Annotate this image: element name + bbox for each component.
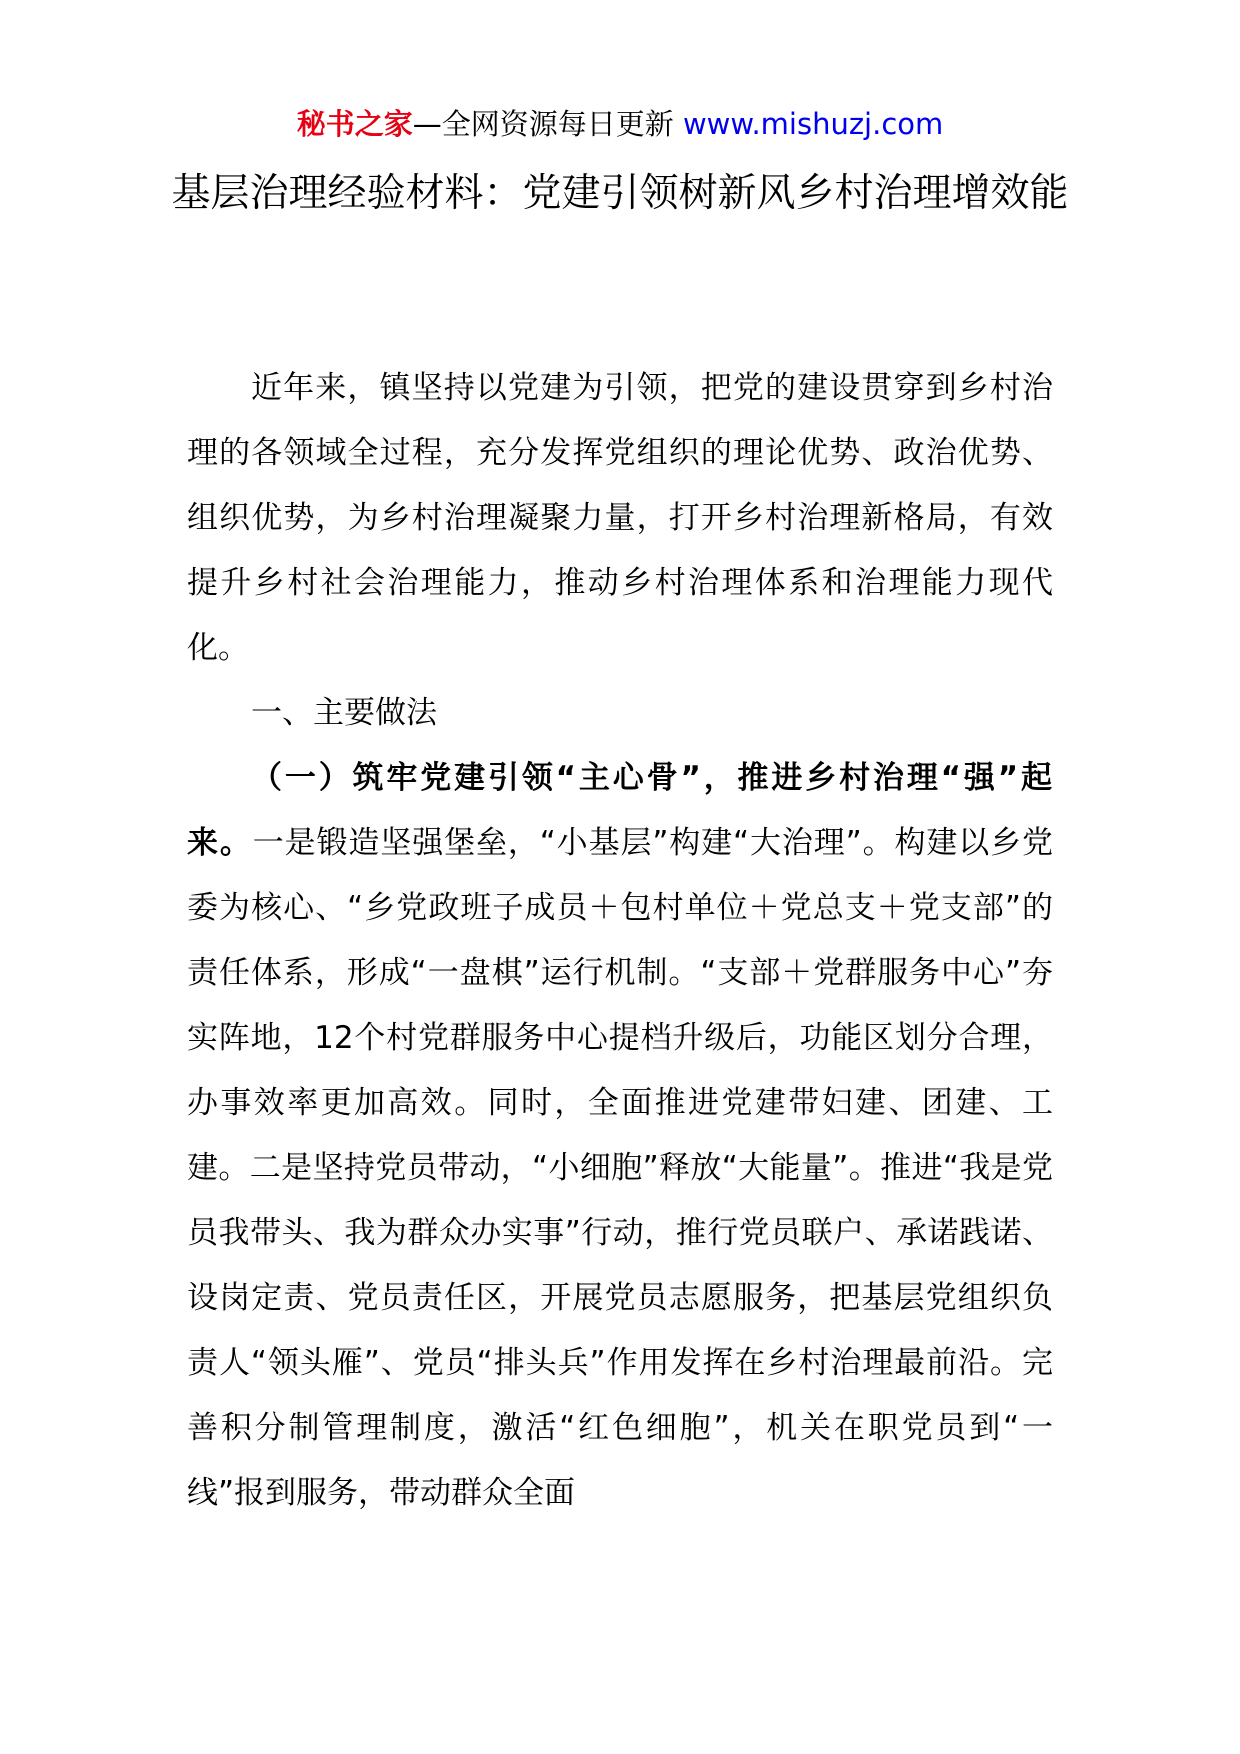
website-link[interactable]: www.mishuzj.com [682, 107, 944, 141]
subsection-paragraph [187, 746, 1053, 1526]
site-header [0, 104, 1240, 144]
document-body [187, 356, 1053, 1526]
header-slogan: —全网资源每日更新 [412, 107, 674, 141]
document-title: 基层治理经验材料：党建引领树新风乡村治理增效能 [171, 171, 1069, 216]
brand-name: 秘书之家 [296, 107, 413, 141]
intro-paragraph: 近年来，镇坚持以党建为引领，把党的建设贯穿到乡村治理的各领域全过程，充分发挥党组织的理论优势、政治优势、组织优势，为乡村治理凝聚力量，打开乡村治理新格局，有效提升乡村社会治理能力，推动乡村治理体系和治理能力现代化。 [187, 370, 1053, 666]
section-heading: 一、主要做法 [251, 695, 437, 731]
subsection-body: 一是锻造坚强堡垒，“小基层”构建“大治理”。构建以乡党委为核心、“乡党政班子成员＋包村单位＋党总支＋党支部”的责任体系，形成“一盘棋”运行机制。“支部＋党群服务中心”夯实阵地，12个村党群服务中心提档升级后，功能区划分合理，办事效率更加高效。同时，全面推进党建带妇建、团建、工建。二是坚持党员带动，“小细胞”释放“大能量”。推进“我是党员我带头、我为群众办实事”行动，推行党员联户、承诺践诺、设岗定责、党员责任区，开展党员志愿服务，把基层党组织负责人“领头雁”、党员“排头兵”作用发挥在乡村治理最前沿。完善积分制管理制度，激活“红色细胞”，机关在职党员到“一线”报到服务，带动群众全面 [187, 825, 1054, 1511]
subsection-heading: （一）筑牢党建引领“主心骨”，推进乡村治理“强”起来。 [187, 760, 1053, 861]
